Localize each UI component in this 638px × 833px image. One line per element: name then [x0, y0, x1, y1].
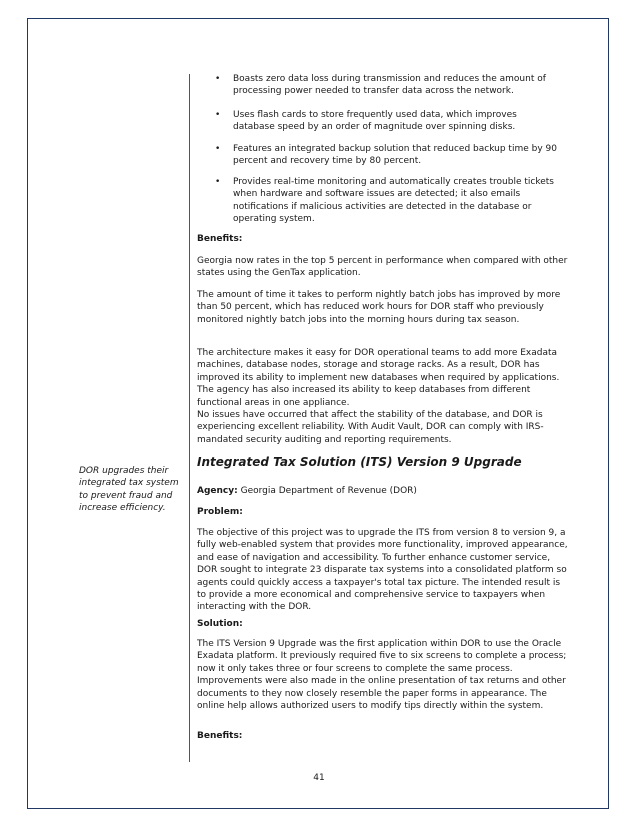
agency-value: Georgia Department of Revenue (DOR) [237, 486, 417, 496]
bullet-dot: • [215, 177, 221, 187]
problem-heading: Problem: [197, 507, 243, 517]
benefits-heading: Benefits: [197, 234, 243, 244]
agency-label: Agency: [197, 486, 238, 496]
section-heading: Integrated Tax Solution (ITS) Version 9 Upgrade [197, 455, 522, 469]
benefits-heading-2: Benefits: [197, 731, 243, 741]
benefits-paragraph: Georgia now rates in the top 5 percent in performance when compared with other states using the GenTax application. [197, 256, 568, 279]
solution-heading: Solution: [197, 619, 243, 629]
page-number: 41 [313, 773, 325, 783]
bullet-dot: • [215, 110, 221, 120]
agency-line [197, 485, 569, 497]
benefits-paragraph: The architecture makes it easy for DOR operational teams to add more Exadata machines, database nodes, storage and storage racks. As a result, DOR has improved its ability to implement new databases when required by applications. The agency has also increased its ability to keep databases from different functional areas in one appliance. [197, 348, 560, 408]
bullet-dot: • [215, 144, 221, 154]
bullet-text: Provides real-time monitoring and automatically creates trouble tickets when hardware and software issues are detected; it also emails notifications if malicious activities are detected in the database or operating system. [233, 177, 554, 225]
solution-paragraph: The ITS Version 9 Upgrade was the first application within DOR to use the Oracle Exadata platform. It previously required five to six screens to complete a process; now it only takes three or four screens to complete the same process. Improvements were also made in the online presentation of tax returns and other documents to they now closely resemble the paper forms in appearance. The online help allows authorized users to modify tips directly within the system. [197, 639, 567, 712]
bullet-text: Boasts zero data loss during transmission and reduces the amount of processing power needed to transfer data across the network. [233, 74, 546, 97]
bullet-text: Features an integrated backup solution that reduced backup time by 90 percent and recovery time by 80 percent. [233, 144, 557, 167]
sidebar-note: DOR upgrades their integrated tax system to prevent fraud and increase efficiency. [79, 466, 179, 514]
problem-paragraph: The objective of this project was to upgrade the ITS from version 8 to version 9, a fully web-enabled system that provides more functionality, improved appearance, and ease of navigation and accessibility. To further enhance customer service, DOR sought to integrate 23 disparate tax systems into a consolidated platform so agents could quickly access a taxpayer's total tax picture. The intended result is to provide a more economical and comprehensive service to taxpayers when interacting with the DOR. [197, 528, 568, 613]
benefits-paragraph: No issues have occurred that affect the stability of the database, and DOR is experiencing excellent reliability. With Audit Vault, DOR can comply with IRS-mandated security auditing and reporting requirements. [197, 410, 544, 445]
column-divider [189, 74, 190, 762]
benefits-paragraph: The amount of time it takes to perform nightly batch jobs has improved by more than 50 percent, which has reduced work hours for DOR staff who previously monitored nightly batch jobs into the morning hours during tax season. [197, 290, 561, 325]
bullet-dot: • [215, 74, 221, 84]
bullet-text: Uses flash cards to store frequently used data, which improves database speed by an order of magnitude over spinning disks. [233, 110, 517, 133]
